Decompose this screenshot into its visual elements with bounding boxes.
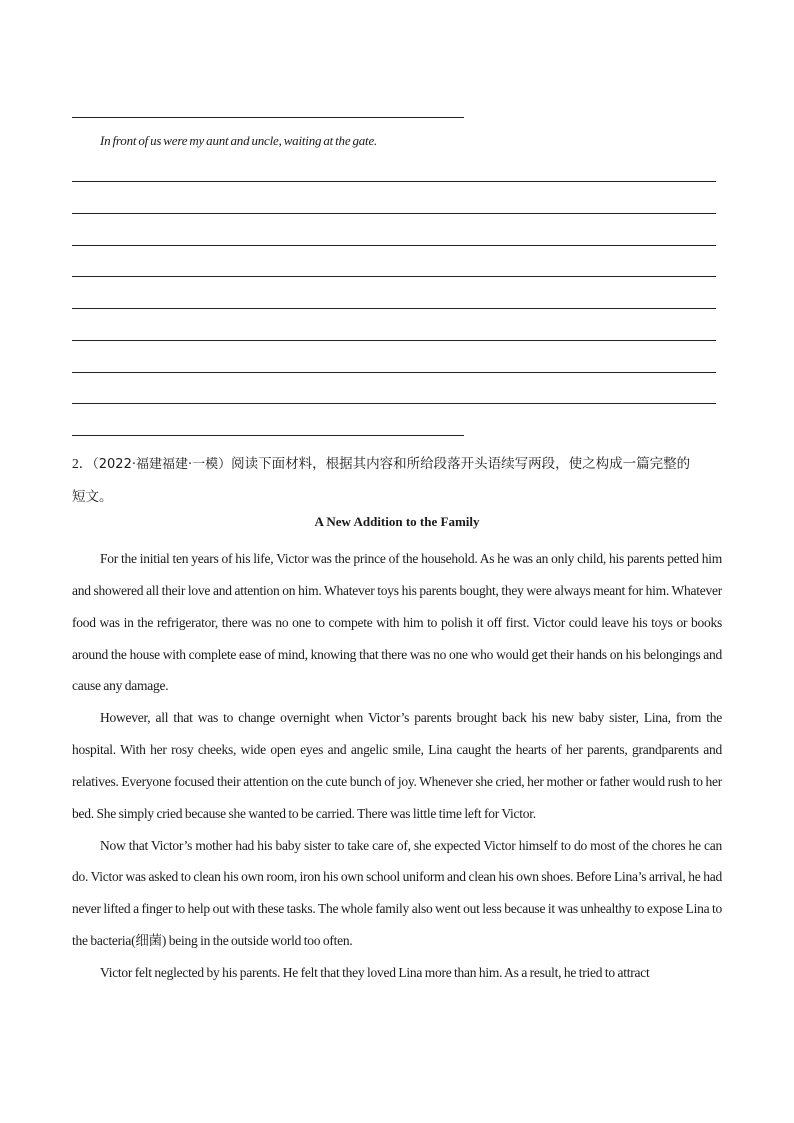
writing-line [72, 213, 716, 214]
story-paragraph: For the initial ten years of his life, Victor was the prince of the household. As he was an only child, his parents petted him and showered all their love and attention on him. Whatever toys his parents bought, they were always meant for him. Whatever food was in the refrigerator, there was no one to compete with him to polish it off first. Victor could leave his toys or books around the house with complete ease of mind, knowing that there was no one who would get their hands on his belongings and cause any damage. [72, 551, 722, 694]
story-paragraph: However, all that was to change overnight when Victor’s parents brought back his new baby sister, Lina, from the hospital. With her rosy cheeks, wide open eyes and angelic smile, Lina caught the hearts of her parents, grandparents and relatives. Everyone focused their attention on the cute bunch of joy. Whenever she cried, her mother or father would rush to her bed. She simply cried because she wanted to be carried. There was little time left for Victor. [72, 710, 722, 821]
writing-line [72, 181, 716, 182]
question-source: （2022·福建福建·一模） [92, 457, 232, 472]
story-passage [72, 543, 722, 989]
question-prompt [72, 448, 722, 513]
question-instruction: 阅读下面材料，根据其内容和所给段落开头语续写两段，使之构成一篇完整的 [231, 456, 691, 472]
writing-line [72, 276, 716, 277]
question-number: 2． [72, 456, 93, 471]
story-paragraph: Now that Victor’s mother had his baby sister to take care of, she expected Victor himself to do most of the chores he can do. Victor was asked to clean his own room, iron his own school uniform and clean his own shoes. Before Lina’s arrival, he had never lifted a finger to help out with these tasks. The whole family also went out less because it was unhealthy to expose Lina to the bacteria(细菌) being in the outside world too often. [72, 837, 722, 949]
writing-line [72, 372, 716, 373]
story-title: A New Addition to the Family [314, 514, 480, 529]
opening-sentence: In front of us were my aunt and uncle, waiting at the gate. [100, 133, 378, 148]
writing-line [72, 308, 716, 309]
writing-line-end [72, 435, 464, 436]
writing-line [72, 245, 716, 246]
writing-line [72, 340, 716, 341]
question-line-1 [72, 448, 722, 481]
writing-line [72, 403, 716, 404]
story-paragraph: Victor felt neglected by his parents. He felt that they loved Lina more than him. As a result, he tried to attract [100, 964, 650, 980]
question-line-2: 短文。 [72, 489, 113, 505]
answer-line-top [72, 117, 464, 118]
